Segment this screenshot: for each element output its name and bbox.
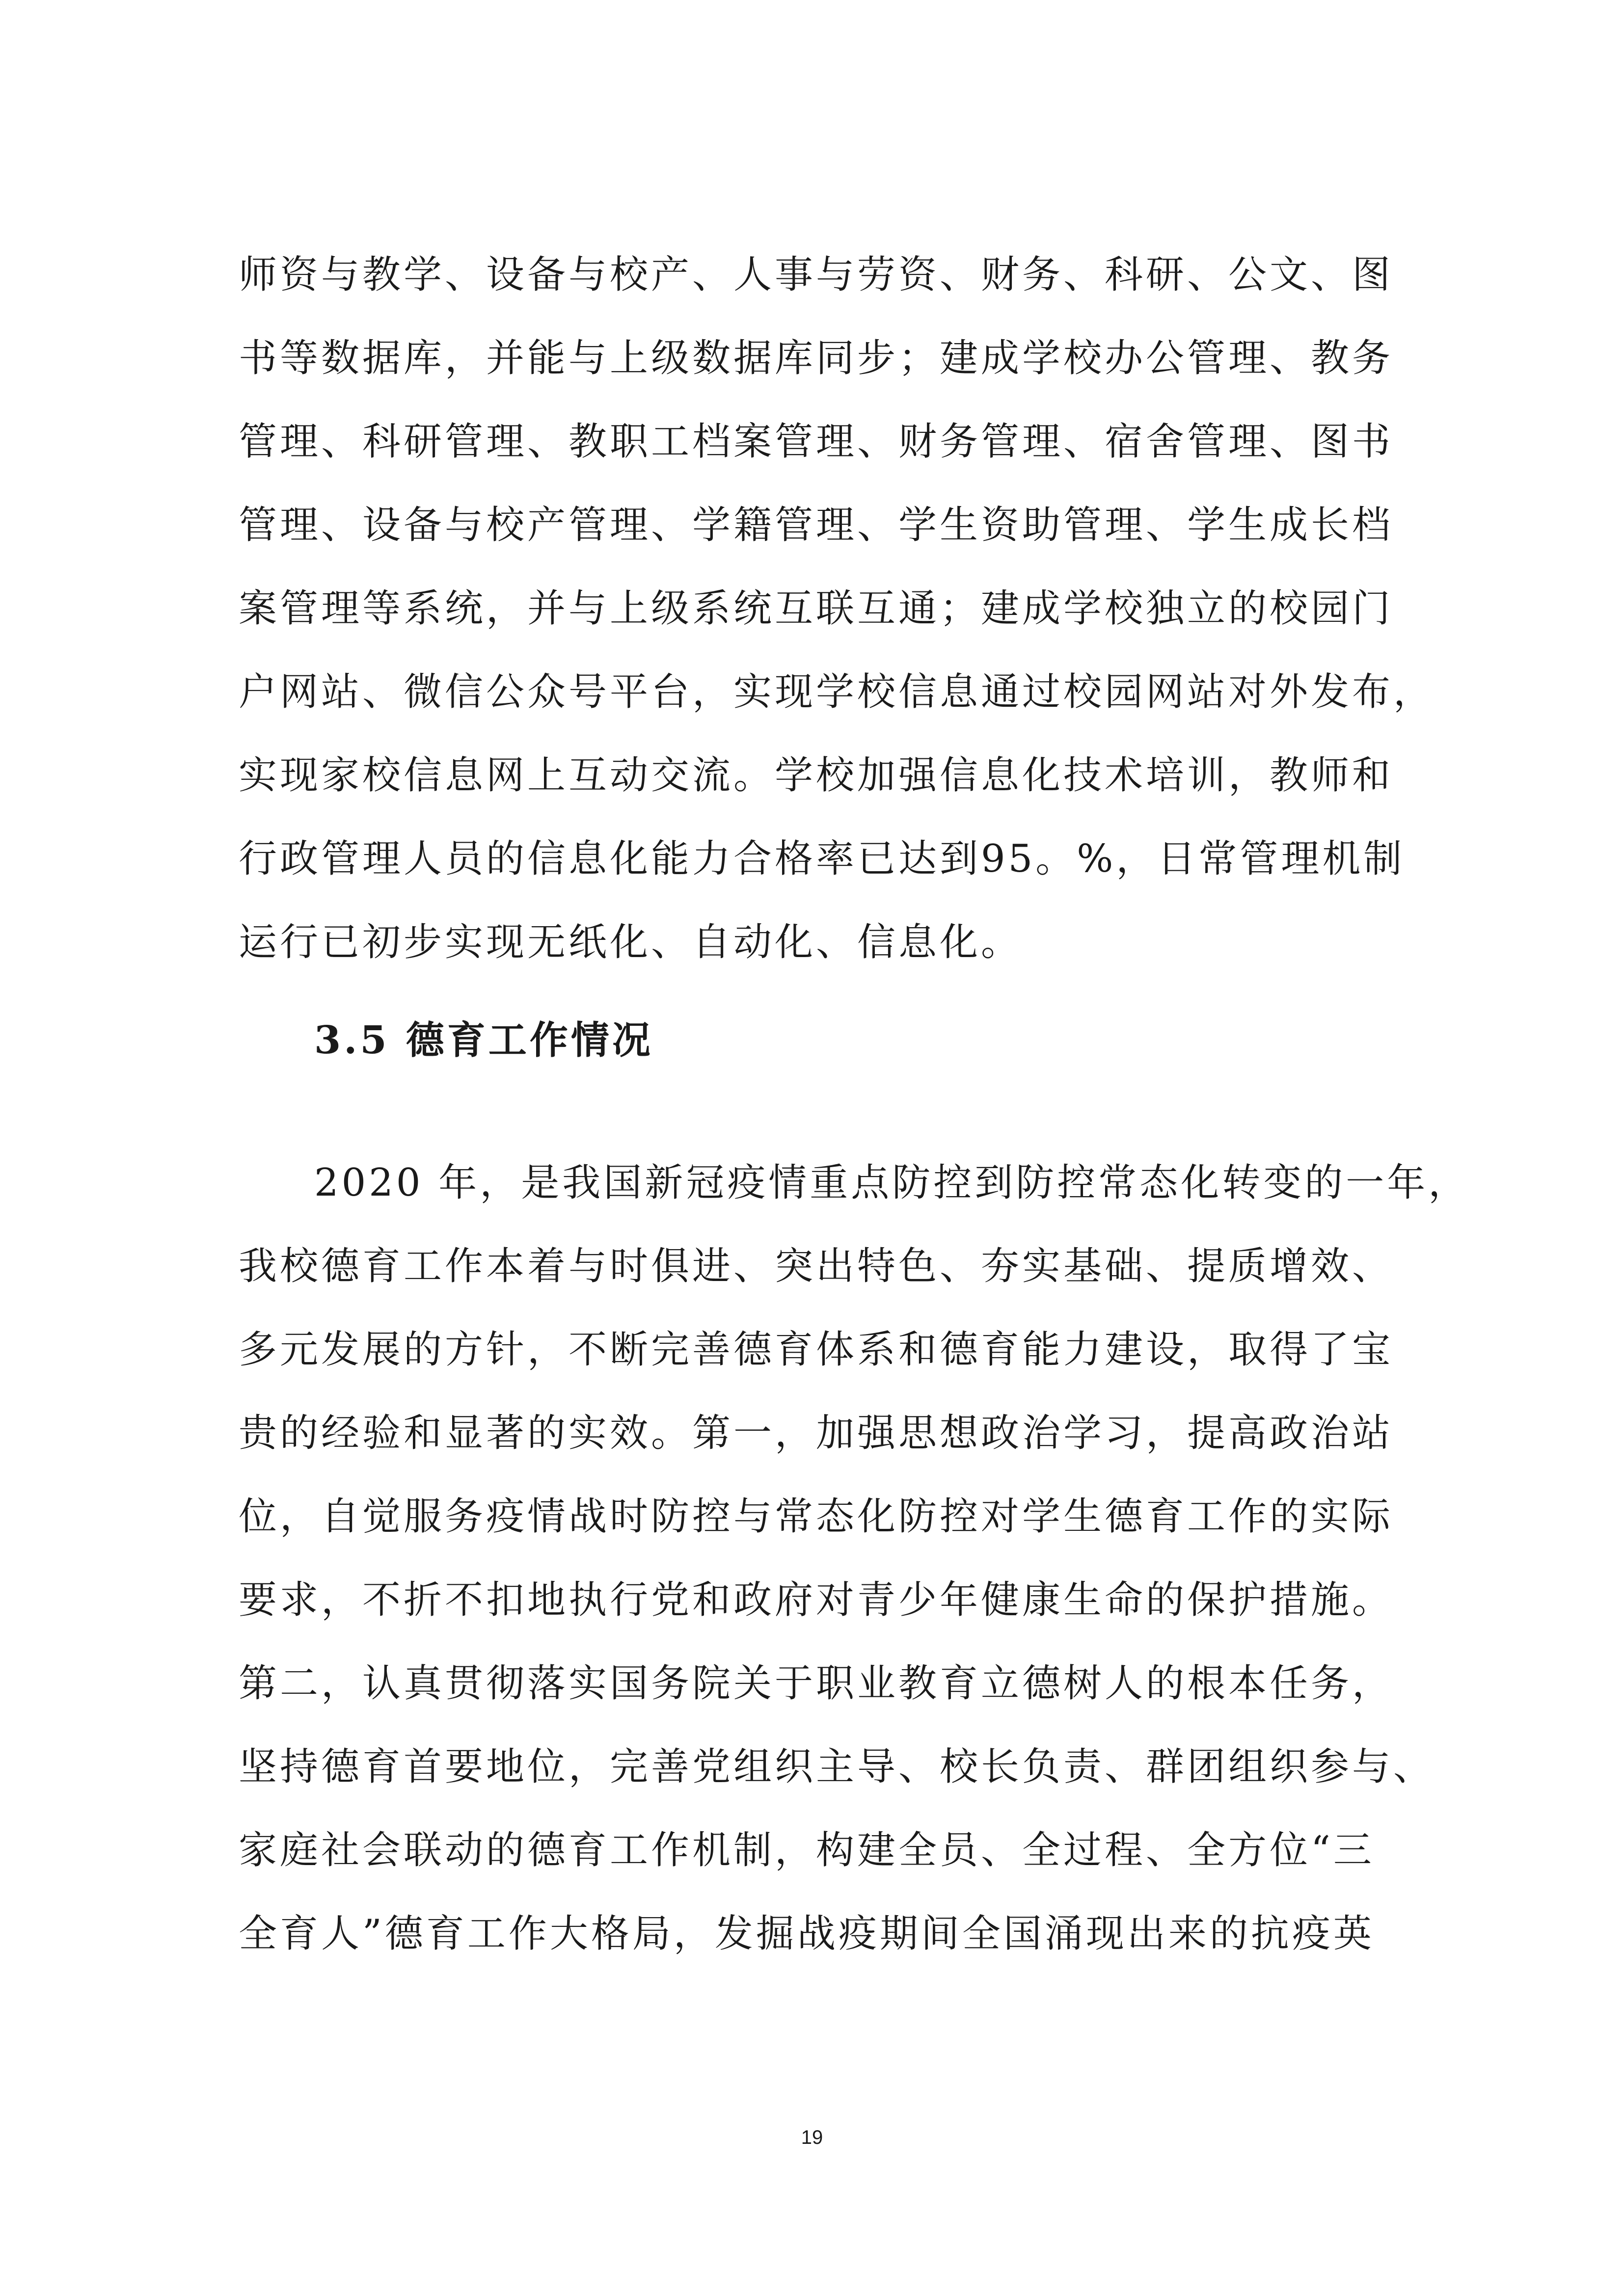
paragraph-1-line: 行政管理人员的信息化能力合格率已达到95。%，日常管理机制 [239, 837, 1405, 881]
paragraph-2-line: 位，自觉服务疫情战时防控与常态化防控对学生德育工作的实际 [239, 1495, 1394, 1539]
paragraph-2-line: 我校德育工作本着与时俱进、突出特色、夯实基础、提质增效、 [239, 1244, 1394, 1288]
paragraph-2-line: 2020 年，是我国新冠疫情重点防控到防控常态化转变的一年， [314, 1161, 1470, 1205]
paragraph-1-line: 师资与教学、设备与校产、人事与劳资、财务、科研、公文、图 [239, 253, 1394, 297]
section-heading: 3.5 德育工作情况 [314, 1018, 653, 1063]
paragraph-1-line: 运行已初步实现无纸化、自动化、信息化。 [239, 920, 1023, 964]
paragraph-2-line: 第二，认真贯彻落实国务院关于职业教育立德树人的根本任务， [239, 1661, 1394, 1706]
page-number: 19 [801, 2127, 823, 2148]
paragraph-2-line: 坚持德育首要地位，完善党组织主导、校长负责、群团组织参与、 [239, 1745, 1435, 1789]
paragraph-2-line: 家庭社会联动的德育工作机制，构建全员、全过程、全方位“三 [239, 1828, 1375, 1872]
paragraph-1-line: 实现家校信息网上互动交流。学校加强信息化技术培训，教师和 [239, 753, 1394, 798]
paragraph-2-line: 贵的经验和显著的实效。第一，加强思想政治学习，提高政治站 [239, 1411, 1394, 1455]
paragraph-1-line: 案管理等系统，并与上级系统互联互通；建成学校独立的校园门 [239, 587, 1394, 631]
paragraph-2-line: 全育人”德育工作大格局，发掘战疫期间全国涌现出来的抗疫英 [239, 1912, 1375, 1956]
paragraph-2-line: 多元发展的方针，不断完善德育体系和德育能力建设，取得了宝 [239, 1328, 1394, 1372]
paragraph-1-line: 户网站、微信公众号平台，实现学校信息通过校园网站对外发布， [239, 670, 1435, 714]
paragraph-1-line: 管理、科研管理、教职工档案管理、财务管理、宿舍管理、图书 [239, 420, 1394, 464]
paragraph-2-line: 要求，不折不扣地执行党和政府对青少年健康生命的保护措施。 [239, 1578, 1394, 1622]
paragraph-1-line: 管理、设备与校产管理、学籍管理、学生资助管理、学生成长档 [239, 503, 1394, 547]
paragraph-1-line: 书等数据库，并能与上级数据库同步；建成学校办公管理、教务 [239, 336, 1394, 380]
